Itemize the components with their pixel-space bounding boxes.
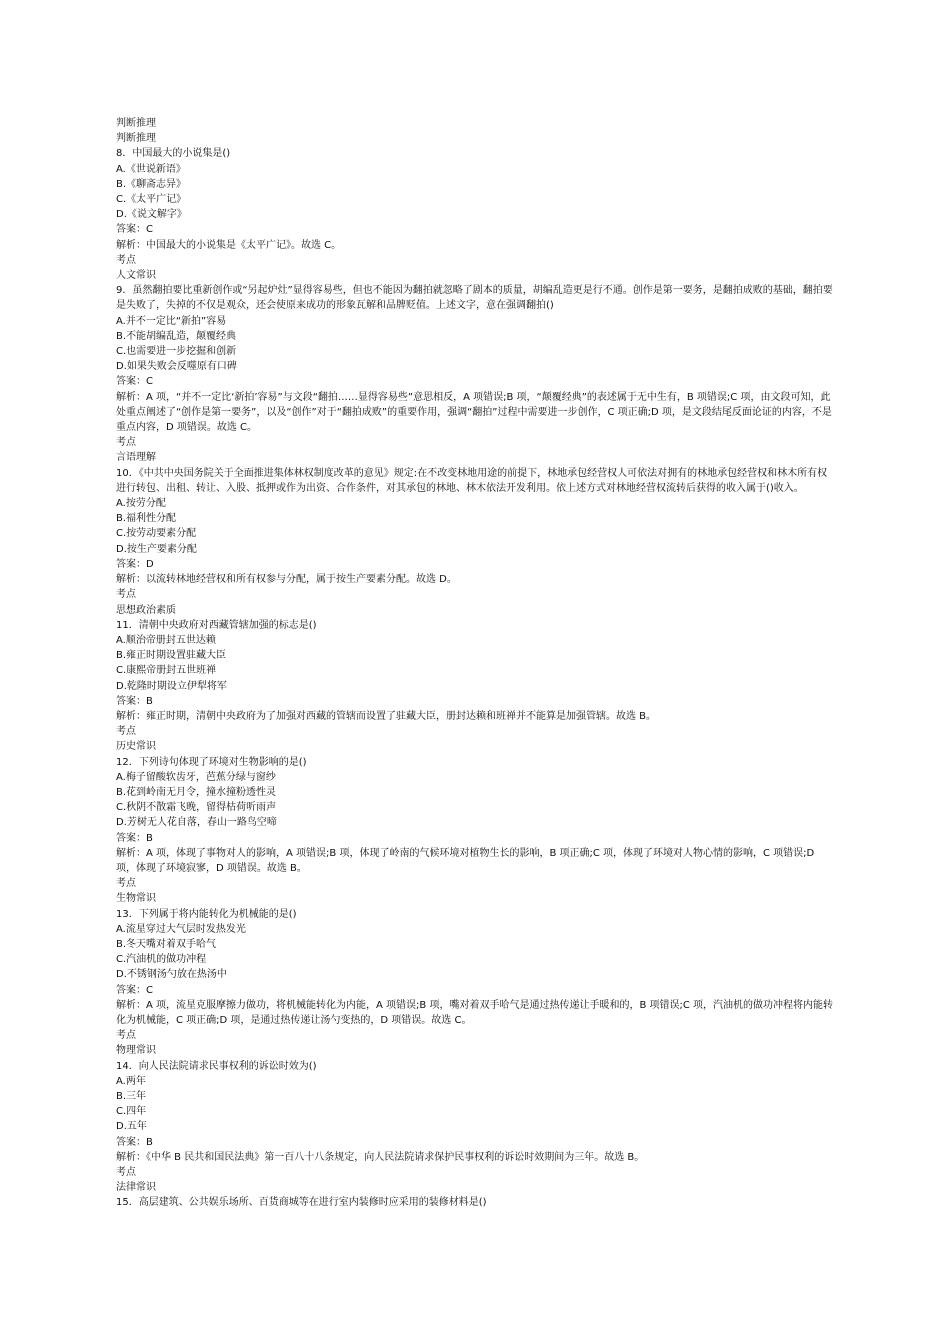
option-b: B.冬天嘴对着双手哈气 bbox=[116, 938, 217, 950]
kaodian-label: 考点 bbox=[116, 589, 136, 601]
kaodian-value: 言语理解 bbox=[116, 452, 156, 464]
option-b: B.三年 bbox=[116, 1091, 147, 1102]
analysis: 解析：A 项，流星克服摩擦力做功，将机械能转化为内能，A 项错误;B 项，嘴对着双手哈气是通过热传递让手暖和的，B 项错误;C 项，汽油机的做功冲程将内能转化为机械能，C 项正确;D 项，是通过热传递让汤勺变热的，D 项错误。故选 C。 bbox=[116, 999, 834, 1026]
option-d: D.《说文解字》 bbox=[116, 209, 187, 221]
analysis: 解析：A 项，“并不一定比‘新拍’容易”与文段“翻拍……显得容易些”意思相反，A 项错误;B 项，“颠覆经典”的表述属于无中生有，B 项错误;C 项，由文段可知，此处重点阐述了“创作是第一要务”，以及“创作”对于“翻拍成败”的重要作用，强调“翻拍”过程中需要进一步创作，C 项正确;D 项，是文段结尾反面论证的内容，不是重点内容，D 项错误。故选 C。 bbox=[116, 391, 832, 434]
analysis: 解析：以流转林地经营权和所有权参与分配，属于按生产要素分配。故选 D。 bbox=[116, 574, 457, 586]
question-block bbox=[116, 146, 836, 283]
option-d: D.乾隆时期设立伊犁将军 bbox=[116, 680, 227, 692]
question-stem: 9．虽然翻拍要比重新创作或“另起炉灶”显得容易些，但也不能因为翻拍就忽略了剧本的质量，胡编乱造更是行不通。创作是第一要务，是翻拍成败的基础，翻拍要是失败了，失掉的不仅是观众，还会使原来成功的形象瓦解和品牌贬值。上述文字，意在强调翻拍() bbox=[116, 285, 833, 312]
answer: 答案：B bbox=[116, 832, 153, 844]
kaodian-value: 历史常识 bbox=[116, 741, 156, 753]
question-block bbox=[116, 907, 836, 1059]
option-b: B.《聊斋志异》 bbox=[116, 178, 187, 190]
option-d: D.芳树无人花自落，春山一路鸟空啼 bbox=[116, 817, 277, 829]
option-a: A.按劳分配 bbox=[116, 498, 166, 510]
kaodian-label: 考点 bbox=[116, 254, 136, 266]
option-b: B.雍正时期设置驻藏大臣 bbox=[116, 650, 227, 662]
analysis: 解析：《中华 B 民共和国民法典》第一百八十八条规定，向人民法院请求保护民事权利的诉讼时效期间为三年。故选 B。 bbox=[116, 1151, 645, 1163]
question-block bbox=[116, 618, 836, 755]
question-stem: 11．清朝中央政府对西藏管辖加强的标志是() bbox=[116, 619, 317, 631]
option-b: B.花到岭南无月令，撞水撞粉透性灵 bbox=[116, 786, 277, 798]
option-c: C.秋阴不散霜飞晚，留得枯荷听雨声 bbox=[116, 802, 277, 814]
question-stem: 13．下列属于将内能转化为机械能的是() bbox=[116, 908, 297, 920]
option-c: C.汽油机的做功冲程 bbox=[116, 954, 207, 966]
option-a: A.流星穿过大气层时发热发光 bbox=[116, 923, 246, 935]
kaodian-label: 考点 bbox=[116, 1167, 136, 1179]
answer: 答案：B bbox=[116, 1136, 153, 1148]
analysis: 解析：雍正时期，清朝中央政府为了加强对西藏的管辖而设置了驻藏大臣，册封达赖和班禅并不能算是加强管辖。故选 B。 bbox=[116, 710, 657, 722]
answer: 答案：C bbox=[116, 984, 153, 996]
question-stem: 10．《中共中央国务院关于全面推进集体林权制度改革的意见》规定:在不改变林地用途的前提下，林地承包经营权人可依法对拥有的林地承包经营权和林木所有权进行转包、出租、转让、入股、抵押或作为出资、合作条件，对其承包的林地、林木依法开发利用。依上述方式对林地经营权流转后获得的收入属于()收入。 bbox=[116, 467, 828, 494]
question-block bbox=[116, 755, 836, 907]
question-stem: 15．高层建筑、公共娱乐场所、百货商城等在进行室内装修时应采用的装修材料是() bbox=[116, 1197, 487, 1209]
kaodian-label: 考点 bbox=[116, 437, 136, 449]
kaodian-label: 考点 bbox=[116, 878, 136, 890]
option-c: C.《太平广记》 bbox=[116, 194, 187, 206]
answer: 答案：B bbox=[116, 695, 153, 707]
option-c: C.四年 bbox=[116, 1106, 147, 1118]
question-block bbox=[116, 1059, 836, 1196]
option-a: A.梅子留酸软齿牙，芭蕉分绿与窗纱 bbox=[116, 771, 276, 783]
option-a: A.两年 bbox=[116, 1075, 146, 1087]
option-d: D.五年 bbox=[116, 1121, 147, 1133]
question-block bbox=[116, 283, 836, 465]
option-d: D.不锈钢汤勺放在热汤中 bbox=[116, 969, 227, 981]
question-stem: 8．中国最大的小说集是() bbox=[116, 148, 231, 160]
option-a: A.并不一定比“新拍”容易 bbox=[116, 315, 227, 327]
option-c: C.按劳动要素分配 bbox=[116, 528, 197, 540]
option-b: B.福利性分配 bbox=[116, 513, 177, 525]
kaodian-value: 思想政治素质 bbox=[116, 604, 176, 616]
answer: 答案：C bbox=[116, 224, 153, 236]
answer: 答案：D bbox=[116, 558, 154, 570]
option-d: D.按生产要素分配 bbox=[116, 543, 197, 555]
question-stem: 14．向人民法院请求民事权利的诉讼时效为() bbox=[116, 1060, 317, 1072]
option-c: C.也需要进一步挖掘和创新 bbox=[116, 346, 237, 358]
kaodian-label: 考点 bbox=[116, 1030, 136, 1042]
section-heading: 判断推理 bbox=[116, 118, 156, 129]
option-b: B.不能胡编乱造，颠覆经典 bbox=[116, 330, 237, 342]
option-a: A.顺治帝册封五世达赖 bbox=[116, 634, 216, 646]
question-stem: 12．下列诗句体现了环境对生物影响的是() bbox=[116, 756, 307, 768]
analysis: 解析：中国最大的小说集是《太平广记》。故选 C。 bbox=[116, 239, 342, 251]
option-d: D.如果失败会反噬原有口碑 bbox=[116, 361, 237, 373]
answer: 答案：C bbox=[116, 376, 153, 388]
section-heading: 判断推理 bbox=[116, 133, 156, 145]
kaodian-value: 法律常识 bbox=[116, 1182, 156, 1194]
document-page bbox=[116, 116, 836, 1211]
question-block bbox=[116, 466, 836, 618]
analysis: 解析：A 项，体现了事物对人的影响，A 项错误;B 项，体现了岭南的气候环境对植物生长的影响，B 项正确;C 项，体现了环境对人物心情的影响，C 项错误;D 项，体现了环境寂寥，D 项错误。故选 B。 bbox=[116, 847, 818, 874]
kaodian-value: 人文常识 bbox=[116, 270, 156, 282]
option-a: A.《世说新语》 bbox=[116, 163, 186, 175]
kaodian-label: 考点 bbox=[116, 726, 136, 738]
option-c: C.康熙帝册封五世班禅 bbox=[116, 665, 217, 677]
kaodian-value: 生物常识 bbox=[116, 893, 156, 905]
kaodian-value: 物理常识 bbox=[116, 1045, 156, 1057]
